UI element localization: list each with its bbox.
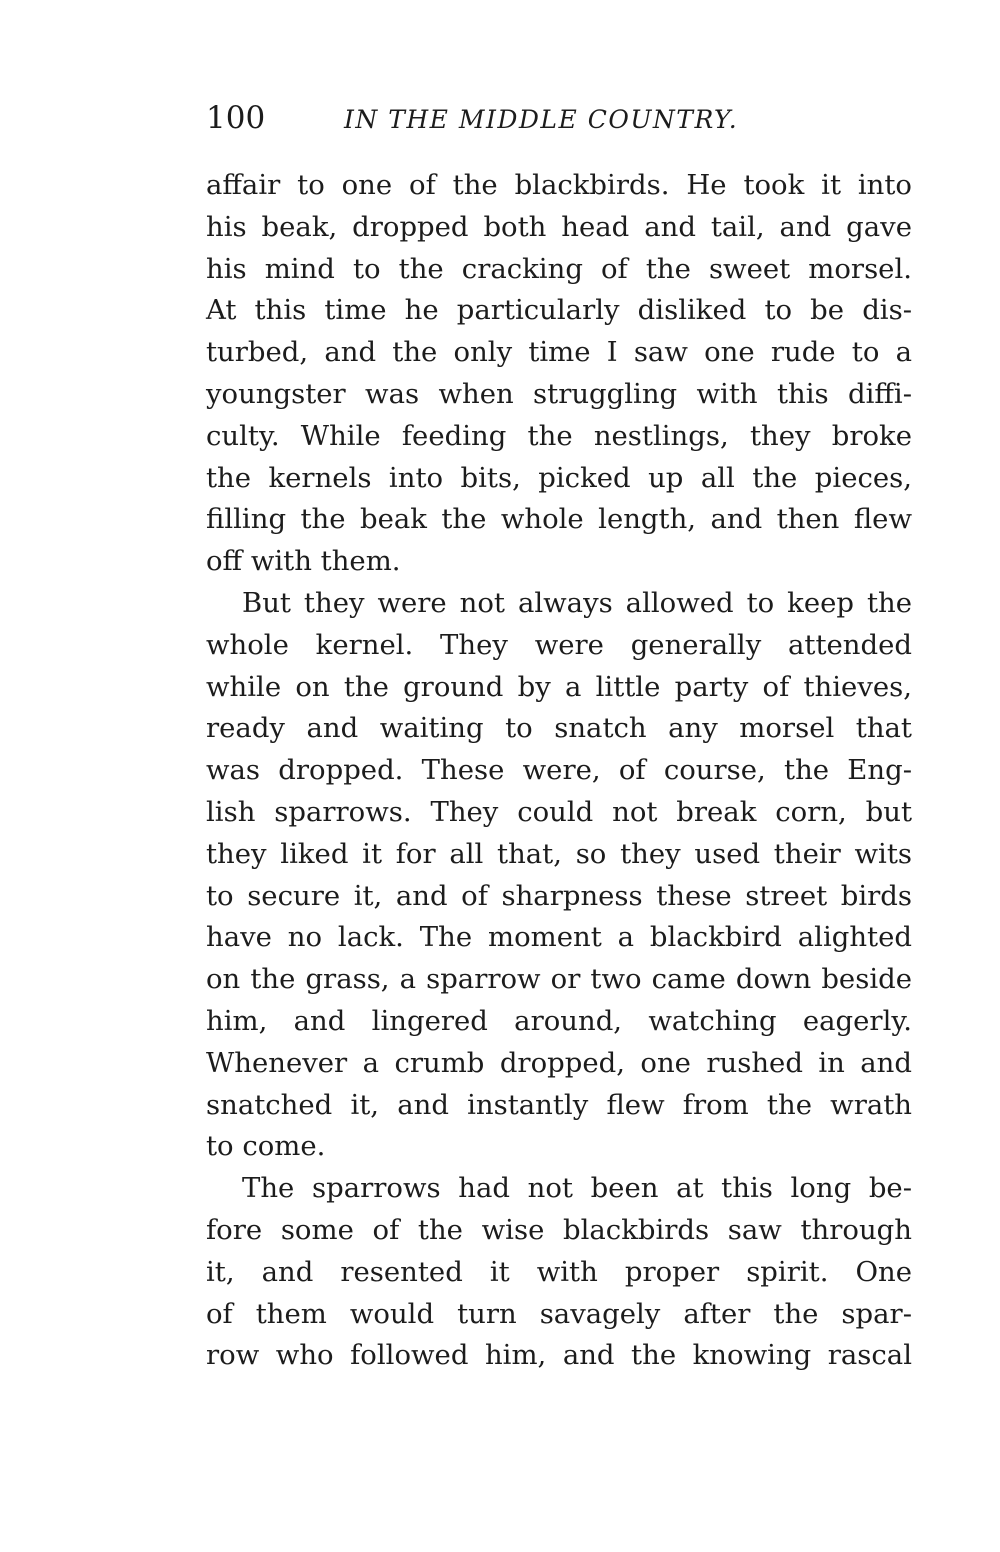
text-line: snatched it, and instantly flew from the wrath bbox=[206, 1088, 912, 1121]
text-line: whole kernel. They were generally attended bbox=[206, 628, 912, 661]
text-line: his beak, dropped both head and tail, and gave bbox=[206, 210, 912, 243]
text-line: it, and resented it with proper spirit. One bbox=[206, 1255, 912, 1288]
text-line: him, and lingered around, watching eagerly. bbox=[206, 1004, 912, 1037]
paragraph-2 bbox=[206, 583, 912, 1168]
text-line: while on the ground by a little party of thieves, bbox=[206, 670, 912, 703]
text-line: on the grass, a sparrow or two came down beside bbox=[206, 963, 912, 996]
text-line: they liked it for all that, so they used their wits bbox=[206, 837, 912, 870]
text-line: fore some of the wise blackbirds saw through bbox=[206, 1213, 912, 1246]
text-line: But they were not always allowed to keep the bbox=[242, 586, 912, 619]
text-line: his mind to the cracking of the sweet morsel. bbox=[206, 252, 912, 285]
text-line: of them would turn savagely after the spar- bbox=[206, 1297, 912, 1330]
page-number: 100 bbox=[206, 100, 266, 136]
text-line: the kernels into bits, picked up all the pieces, bbox=[206, 461, 912, 494]
text-line: affair to one of the blackbirds. He took it into bbox=[206, 169, 912, 201]
text-line: to come. bbox=[206, 1130, 326, 1163]
text-line: have no lack. The moment a blackbird alighted bbox=[206, 921, 912, 954]
text-line: At this time he particularly disliked to be dis- bbox=[206, 294, 912, 327]
text-line: off with them. bbox=[206, 545, 401, 578]
text-line: to secure it, and of sharpness these street birds bbox=[206, 879, 912, 912]
text-line: lish sparrows. They could not break corn, but bbox=[206, 795, 912, 828]
text-line: youngster was when struggling with this diffi- bbox=[206, 377, 912, 410]
paragraph-1 bbox=[206, 165, 912, 583]
text-line: row who followed him, and the knowing rascal bbox=[206, 1339, 912, 1372]
text-line: The sparrows had not been at this long be- bbox=[242, 1172, 912, 1205]
text-line: Whenever a crumb dropped, one rushed in and bbox=[206, 1046, 912, 1079]
text-line: filling the beak the whole length, and then flew bbox=[206, 503, 912, 536]
running-head bbox=[206, 96, 926, 140]
text-line: culty. While feeding the nestlings, they broke bbox=[206, 419, 912, 452]
text-line: was dropped. These were, of course, the Eng- bbox=[206, 754, 912, 787]
text-line: ready and waiting to snatch any morsel that bbox=[206, 712, 912, 745]
running-title: IN THE MIDDLE COUNTRY. bbox=[344, 105, 739, 134]
body-text bbox=[206, 165, 912, 1377]
paragraph-3 bbox=[206, 1168, 912, 1377]
text-line: turbed, and the only time I saw one rude to a bbox=[206, 336, 912, 369]
